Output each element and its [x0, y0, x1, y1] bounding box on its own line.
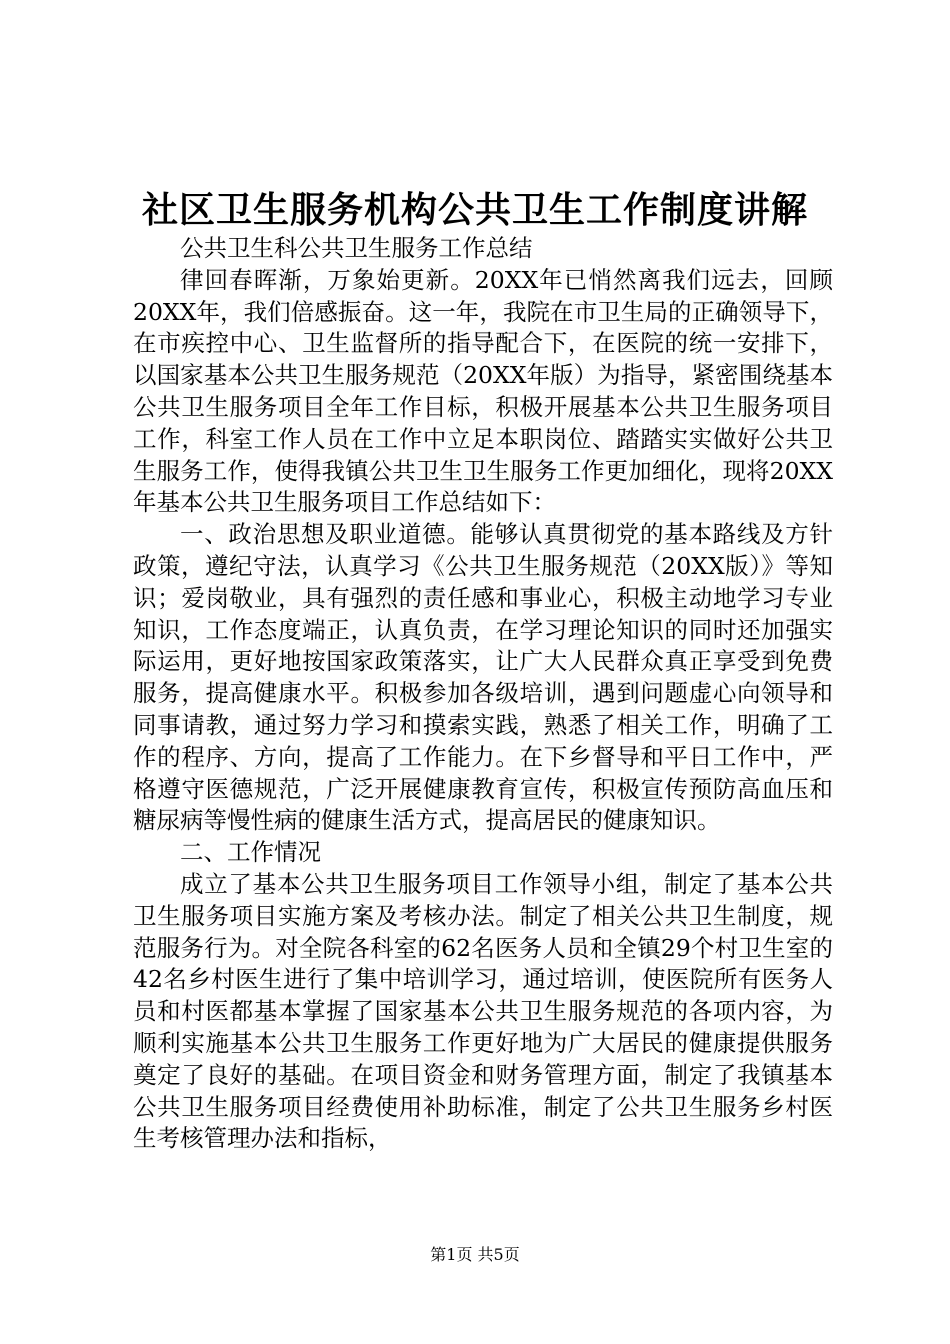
paragraph-intro: 律回春晖渐，万象始更新。20XX年已悄然离我们远去，回顾20XX年，我们倍感振奋。这一年，我院在市卫生局的正确领导下，在市疾控中心、卫生监督所的指导配合下，在医院的统一安排下，以国家基本公共卫生服务规范（20XX年版）为指导，紧密围绕基本公共卫生服务项目全年工作目标，积极开展基本公共卫生服务项目工作，科室工作人员在工作中立足本职岗位、踏踏实实做好公共卫生服务工作，使得我镇公共卫生卫生服务工作更加细化，现将20XX年基本公共卫生服务项目工作总结如下： — [133, 265, 833, 517]
document-body — [133, 233, 833, 1155]
document-title: 社区卫生服务机构公共卫生工作制度讲解 — [141, 189, 808, 231]
section-heading-work: 二、工作情况 — [180, 838, 321, 867]
page-number-footer: 第1页 共5页 — [430, 1245, 520, 1264]
paragraph-political-ethics: 一、政治思想及职业道德。能够认真贯彻党的基本路线及方针政策，遵纪守法，认真学习《公共卫生服务规范（20XX版）》等知识；爱岗敬业，具有强烈的责任感和事业心，积极主动地学习专业知识，工作态度端正，认真负责，在学习理论知识的同时还加强实际运用，更好地按国家政策落实，让广大人民群众真正享受到免费服务，提高健康水平。积极参加各级培训，遇到问题虚心向领导和同事请教，通过努力学习和摸索实践，熟悉了相关工作，明确了工作的程序、方向，提高了工作能力。在下乡督导和平日工作中，严格遵守医德规范，广泛开展健康教育宣传，积极宣传预防高血压和糖尿病等慢性病的健康生活方式，提高居民的健康知识。 — [133, 520, 833, 835]
paragraph-work-details: 成立了基本公共卫生服务项目工作领导小组，制定了基本公共卫生服务项目实施方案及考核办法。制定了相关公共卫生制度，规范服务行为。对全院各科室的62名医务人员和全镇29个村卫生室的42名乡村医生进行了集中培训学习，通过培训，使医院所有医务人员和村医都基本掌握了国家基本公共卫生服务规范的各项内容，为顺利实施基本公共卫生服务工作更好地为广大居民的健康提供服务奠定了良好的基础。在项目资金和财务管理方面，制定了我镇基本公共卫生服务项目经费使用补助标准，制定了公共卫生服务乡村医生考核管理办法和指标， — [133, 869, 833, 1153]
document-subtitle: 公共卫生科公共卫生服务工作总结 — [180, 234, 533, 262]
